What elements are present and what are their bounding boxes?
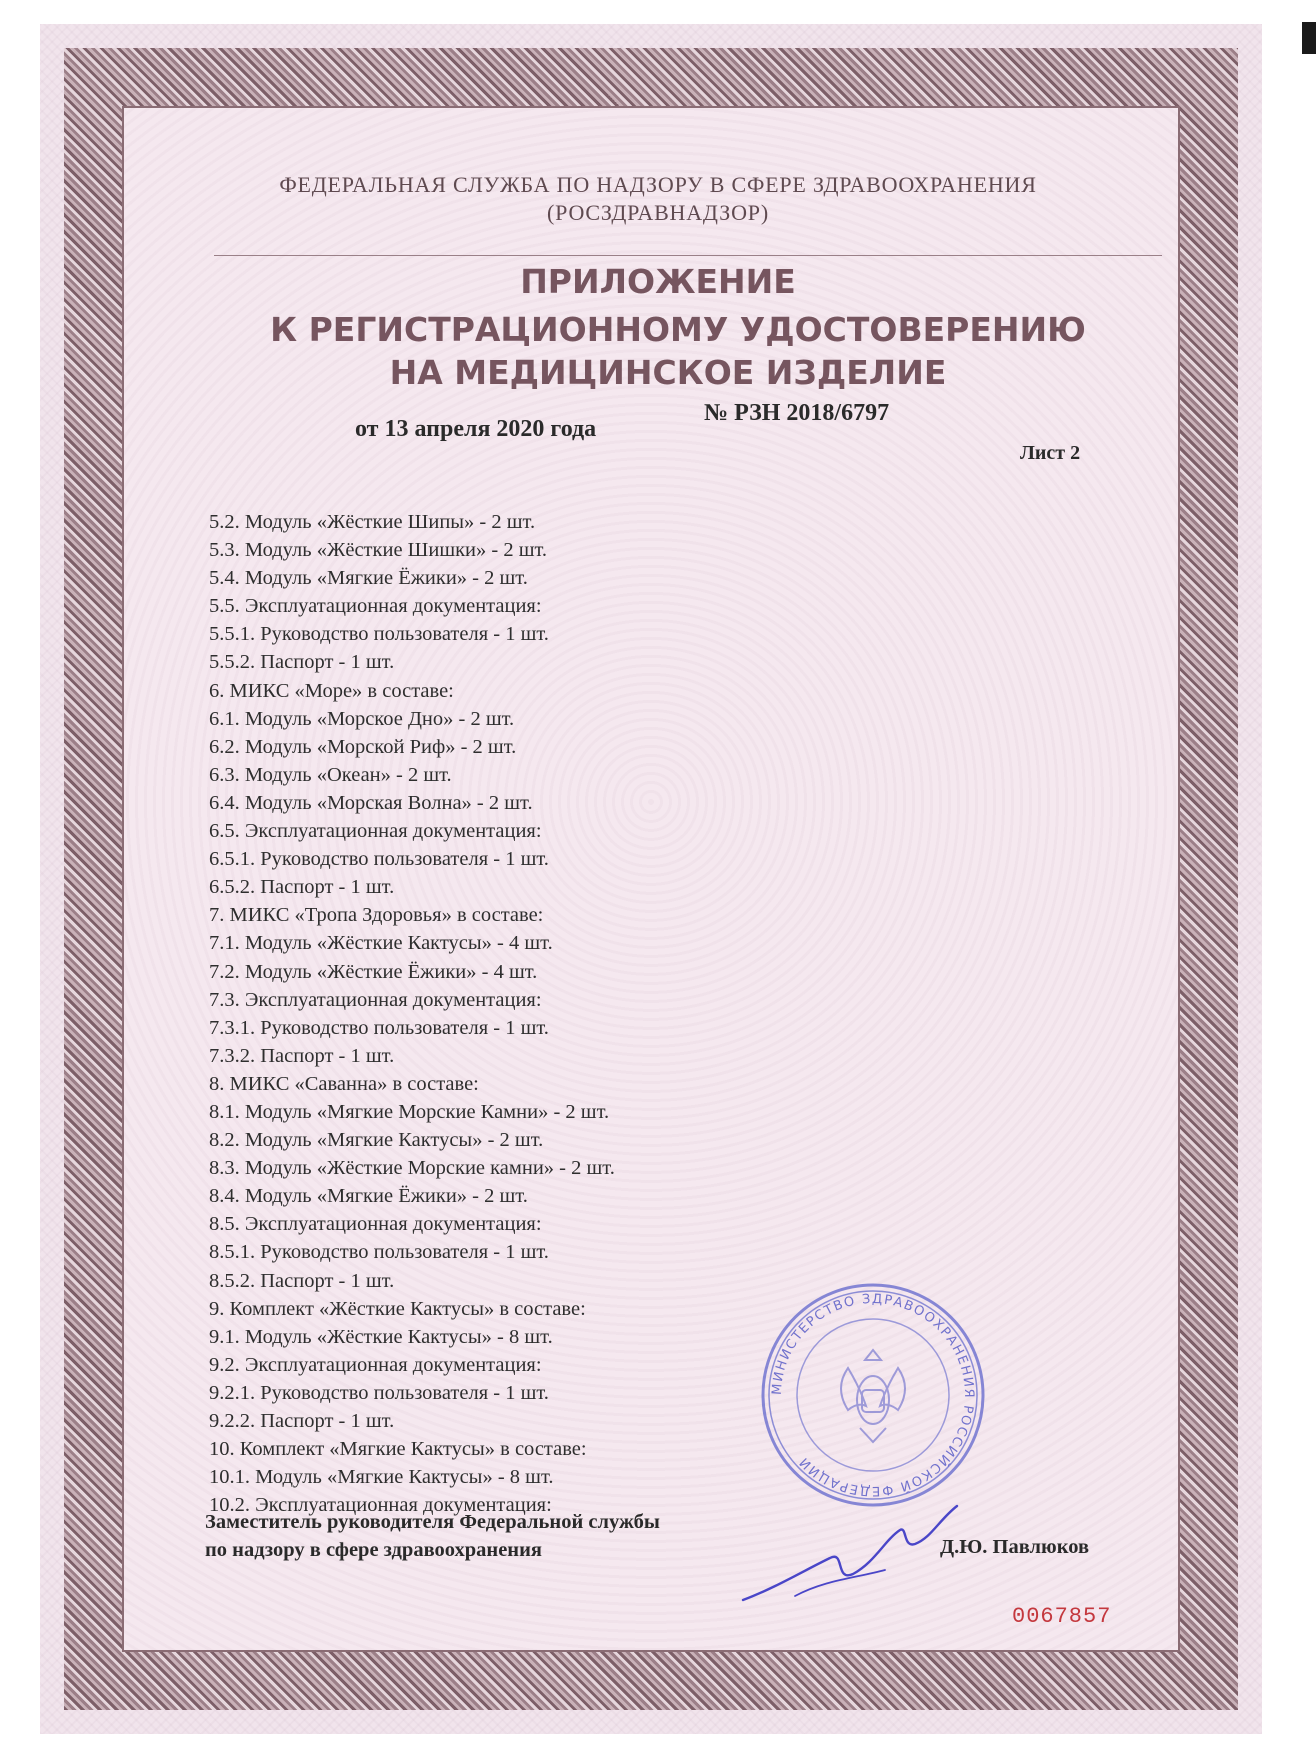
agency-name: ФЕДЕРАЛЬНАЯ СЛУЖБА ПО НАДЗОРУ В СФЕРЕ ЗДРАВООХРАНЕНИЯ bbox=[279, 172, 1037, 197]
list-item: 8.3. Модуль «Жёсткие Морские камни» - 2 шт. bbox=[209, 1157, 615, 1180]
list-item: 9.2.2. Паспорт - 1 шт. bbox=[209, 1410, 395, 1432]
list-item: 7.3.2. Паспорт - 1 шт. bbox=[209, 1044, 395, 1067]
document-subtitle-1: К РЕГИСТРАЦИОННОМУ УДОСТОВЕРЕНИЮ bbox=[270, 310, 1086, 349]
scan-edge bbox=[1302, 22, 1316, 54]
certificate-date: от 13 апреля 2020 года bbox=[355, 416, 597, 442]
list-item: 7. МИКС «Тропа Здоровья» в составе: bbox=[209, 904, 544, 927]
list-item: 7.3.1. Руководство пользователя - 1 шт. bbox=[209, 1016, 549, 1039]
signer-role-line-2: по надзору в сфере здравоохранения bbox=[205, 1539, 543, 1561]
list-item: 8.5.2. Паспорт - 1 шт. bbox=[209, 1269, 395, 1292]
list-item: 6. МИКС «Море» в составе: bbox=[209, 679, 454, 702]
header-divider bbox=[214, 255, 1162, 256]
signer-name: Д.Ю. Павлюков bbox=[940, 1536, 1090, 1558]
list-item: 6.2. Модуль «Морской Риф» - 2 шт. bbox=[209, 735, 517, 758]
list-item: 6.4. Модуль «Морская Волна» - 2 шт. bbox=[209, 791, 533, 814]
list-item: 9.1. Модуль «Жёсткие Кактусы» - 8 шт. bbox=[209, 1325, 553, 1348]
list-item: 6.5. Эксплуатационная документация: bbox=[209, 820, 542, 843]
list-item: 10.2. Эксплуатационная документация: bbox=[209, 1494, 552, 1517]
list-item: 7.3. Эксплуатационная документация: bbox=[209, 988, 542, 1011]
list-item: 5.2. Модуль «Жёсткие Шипы» - 2 шт. bbox=[209, 511, 536, 533]
list-item: 5.3. Модуль «Жёсткие Шишки» - 2 шт. bbox=[209, 539, 548, 562]
list-item: 7.2. Модуль «Жёсткие Ёжики» - 4 шт. bbox=[209, 960, 538, 983]
serial-number: 0067857 bbox=[1012, 1604, 1112, 1629]
list-item: 8. МИКС «Саванна» в составе: bbox=[209, 1072, 479, 1095]
list-item: 6.1. Модуль «Морское Дно» - 2 шт. bbox=[209, 707, 515, 730]
list-item: 10.1. Модуль «Мягкие Кактусы» - 8 шт. bbox=[209, 1466, 554, 1489]
list-item: 9.2.1. Руководство пользователя - 1 шт. bbox=[209, 1381, 549, 1404]
list-item: 6.5.2. Паспорт - 1 шт. bbox=[209, 876, 395, 899]
signer-role-line-1: Заместитель руководителя Федеральной службы bbox=[205, 1511, 660, 1533]
list-item: 5.5. Эксплуатационная документация: bbox=[209, 595, 542, 618]
list-item: 6.3. Модуль «Океан» - 2 шт. bbox=[209, 763, 452, 786]
item-list bbox=[209, 508, 615, 1519]
list-item: 5.5.2. Паспорт - 1 шт. bbox=[209, 651, 395, 674]
list-item: 10. Комплект «Мягкие Кактусы» в составе: bbox=[209, 1438, 587, 1461]
handwritten-signature bbox=[735, 1500, 965, 1610]
list-item: 7.1. Модуль «Жёсткие Кактусы» - 4 шт. bbox=[209, 932, 553, 955]
document-title: ПРИЛОЖЕНИЕ bbox=[520, 262, 796, 301]
signer-role bbox=[205, 1508, 660, 1564]
certificate-number: № РЗН 2018/6797 bbox=[704, 400, 890, 426]
list-item: 6.5.1. Руководство пользователя - 1 шт. bbox=[209, 848, 549, 871]
list-item: 8.5. Эксплуатационная документация: bbox=[209, 1213, 542, 1236]
list-item: 8.2. Модуль «Мягкие Кактусы» - 2 шт. bbox=[209, 1129, 544, 1152]
list-item: 9.2. Эксплуатационная документация: bbox=[209, 1353, 542, 1376]
official-stamp bbox=[758, 1280, 988, 1510]
list-item: 5.5.1. Руководство пользователя - 1 шт. bbox=[209, 623, 549, 646]
agency-abbreviation: (РОСЗДРАВНАДЗОР) bbox=[547, 200, 769, 225]
list-item: 8.5.1. Руководство пользователя - 1 шт. bbox=[209, 1241, 549, 1264]
svg-text:МИНИСТЕРСТВО ЗДРАВООХРАНЕНИЯ Р bbox=[770, 1292, 976, 1498]
list-item: 8.4. Модуль «Мягкие Ёжики» - 2 шт. bbox=[209, 1185, 528, 1208]
coat-of-arms-icon bbox=[841, 1350, 905, 1442]
list-item: 5.4. Модуль «Мягкие Ёжики» - 2 шт. bbox=[209, 567, 528, 590]
document-subtitle-2: НА МЕДИЦИНСКОЕ ИЗДЕЛИЕ bbox=[389, 353, 947, 392]
stamp-text: МИНИСТЕРСТВО ЗДРАВООХРАНЕНИЯ РОССИЙСКОЙ ФЕДЕРАЦИИ bbox=[769, 1291, 977, 1499]
sheet-number: Лист 2 bbox=[1020, 442, 1081, 464]
list-item: 8.1. Модуль «Мягкие Морские Камни» - 2 шт. bbox=[209, 1100, 610, 1123]
list-item: 9. Комплект «Жёсткие Кактусы» в составе: bbox=[209, 1297, 586, 1320]
